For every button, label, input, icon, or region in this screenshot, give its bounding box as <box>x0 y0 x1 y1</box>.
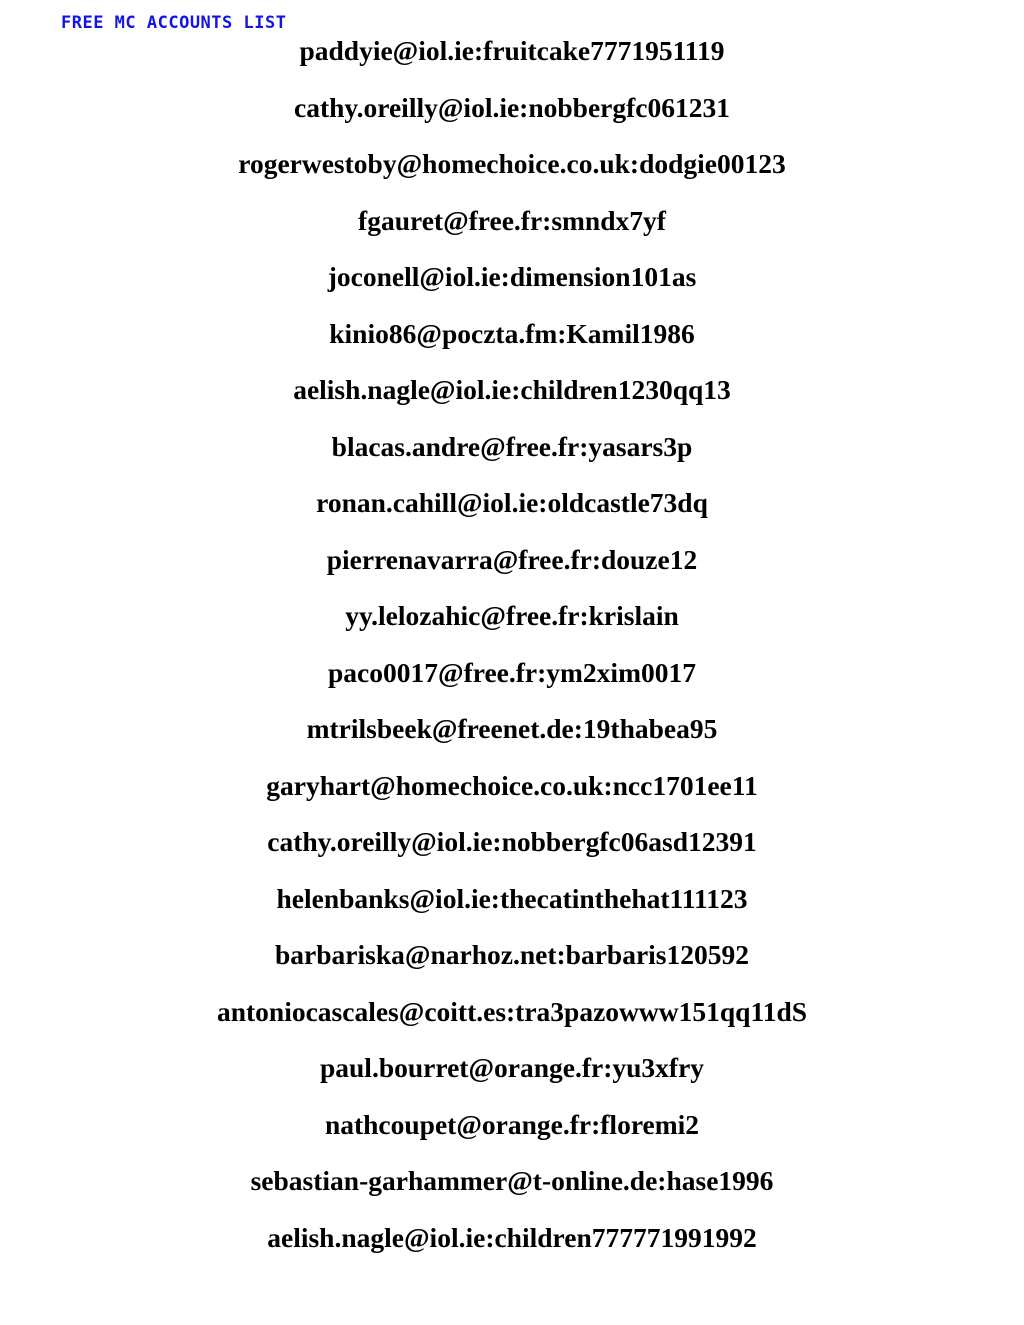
account-entry: cathy.oreilly@iol.ie:nobbergfc061231 <box>294 91 730 123</box>
account-entry: garyhart@homechoice.co.uk:ncc1701ee11 <box>266 769 758 801</box>
account-entry: ronan.cahill@iol.ie:oldcastle73dq <box>316 487 708 518</box>
account-entry: aelish.nagle@iol.ie:children777771991992 <box>267 1221 757 1253</box>
account-entry: mtrilsbeek@freenet.de:19thabea95 <box>306 713 718 744</box>
account-list <box>0 30 1024 1273</box>
account-entry: fgauret@free.fr:smndx7yf <box>358 204 666 236</box>
account-entry: helenbanks@iol.ie:thecatinthehat111123 <box>276 882 748 914</box>
account-entry: paul.bourret@orange.fr:yu3xfry <box>319 1052 705 1083</box>
account-entry: sebastian-garhammer@t-online.de:hase1996 <box>250 1165 774 1196</box>
account-entry: rogerwestoby@homechoice.co.uk:dodgie00123 <box>238 148 786 179</box>
account-entry: joconell@iol.ie:dimension101as <box>327 261 697 292</box>
account-entry: nathcoupet@orange.fr:floremi2 <box>324 1108 700 1140</box>
account-entry: aelish.nagle@iol.ie:children1230qq13 <box>293 374 731 405</box>
account-entry: blacas.andre@free.fr:yasars3p <box>331 430 693 462</box>
account-entry: paddyie@iol.ie:fruitcake7771951119 <box>299 35 725 66</box>
account-entry: pierrenavarra@free.fr:douze12 <box>326 543 698 575</box>
account-entry: kinio86@poczta.fm:Kamil1986 <box>329 317 695 349</box>
account-entry: paco0017@free.fr:ym2xim0017 <box>328 656 696 688</box>
account-entry: barbariska@narhoz.net:barbaris120592 <box>275 939 749 970</box>
page-header-title: FREE MC ACCOUNTS LIST <box>61 13 287 33</box>
account-entry: cathy.oreilly@iol.ie:nobbergfc06asd12391 <box>267 826 757 857</box>
account-entry: antoniocascales@coitt.es:tra3pazowww151qq11dS <box>216 995 808 1027</box>
account-entry: yy.lelozahic@free.fr:krislain <box>345 600 679 631</box>
